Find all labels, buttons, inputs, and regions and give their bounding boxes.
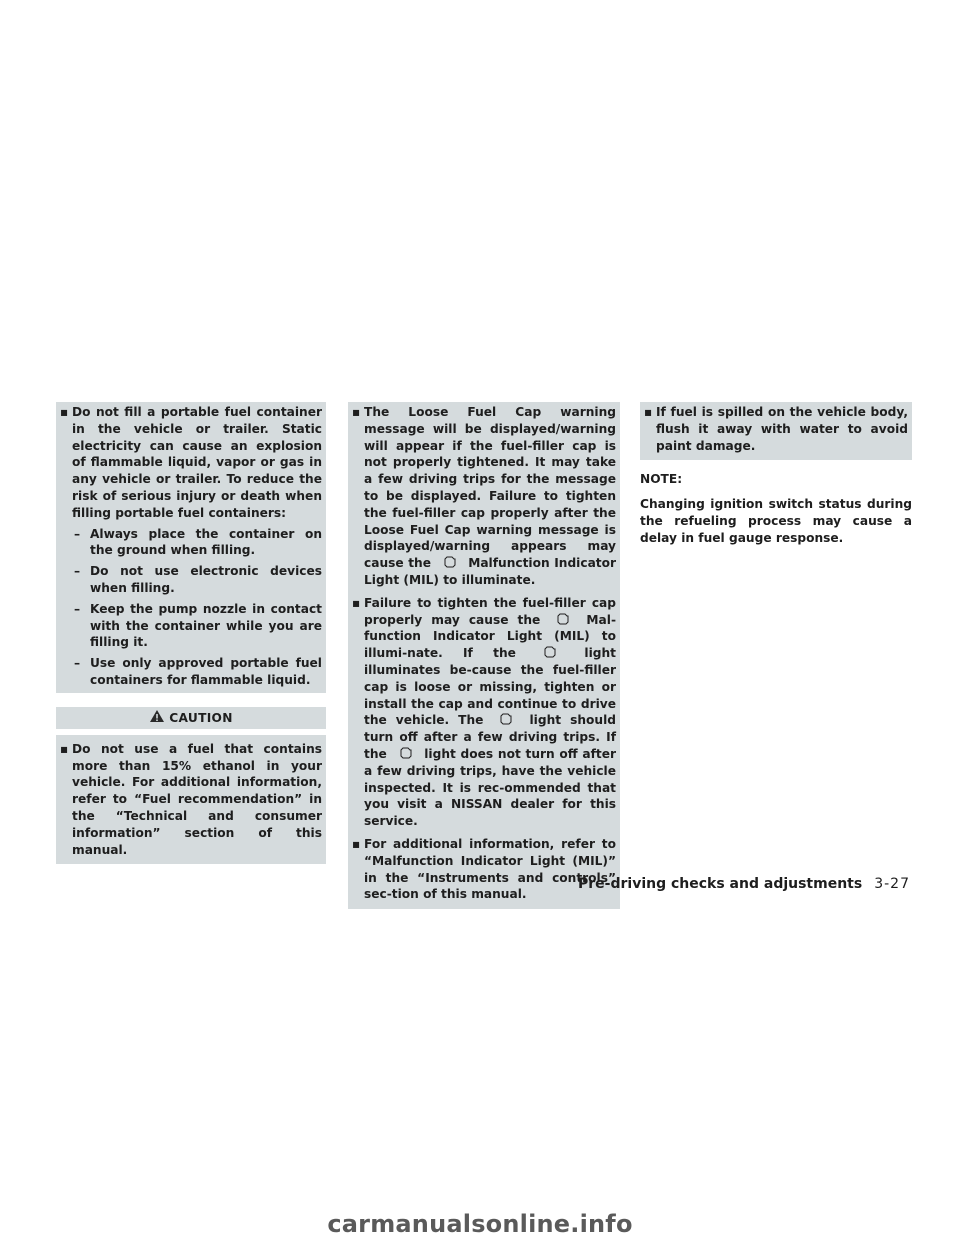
loose-cap-bullet: ▪ The Loose Fuel Cap warning message will be displayed/warning will appear if the fuel-filler cap is not properly tightened. It may take a few driving trips for the message to be displayed. Failure to tighten the fuel-filler cap properly after the Loose Fuel Cap warning message is displayed/warning appears may cause the Malfunction Indicator Light (MIL) to illuminate.	[352, 405, 616, 587]
column-middle	[348, 402, 620, 909]
warning-bullet: ▪ Do not fill a portable fuel container in the vehicle or trailer. Static electricity can cause an explosion of flammable liquid, vapor or gas in any vehicle or trailer. To reduce the risk of serious injury or death when filling portable fuel containers:	[60, 405, 322, 520]
sub-item: – Always place the container on the ground when filling.	[74, 526, 322, 558]
page-number: 3-27	[874, 876, 910, 892]
caution-bullet: ▪ Do not use a fuel that contains more than 15% ethanol in your vehicle. For additional information, refer to “Fuel recommendation” in the “Technical and consumer information” section of this manual.	[60, 741, 322, 857]
warning-triangle-icon	[149, 709, 165, 726]
engine-mil-icon	[436, 556, 464, 568]
caution-label: CAUTION	[169, 710, 233, 725]
additional-info-bullet: ▪ For additional information, refer to “Malfunction Indicator Light (MIL)” in the “Instruments and controls” sec-tion of this manual.	[352, 836, 616, 902]
column-right	[640, 402, 912, 547]
caution-header	[56, 707, 326, 729]
engine-mil-icon	[536, 646, 564, 658]
sub-item: – Do not use electronic devices when filling.	[74, 564, 322, 595]
spill-bullet: ▪ If fuel is spilled on the vehicle body, flush it away with water to avoid paint damage.	[644, 405, 908, 453]
engine-mil-icon	[549, 613, 577, 625]
engine-mil-icon	[492, 713, 520, 725]
failure-bullet: ▪ Failure to tighten the fuel-filler cap properly may cause the Mal-function Indicator Light (MIL) to illumi-nate. If the light illuminates be-cause the fuel-filler cap is loose or missing, tighten or install the cap and continue to drive the vehicle. The light should turn off after a few driving trips. If the light does not turn off after a few driving trips, have the vehicle inspected. It is rec-ommended that you visit a NISSAN dealer for this service.	[352, 595, 617, 829]
column-left	[56, 402, 326, 864]
sub-item: – Keep the pump nozzle in contact with the container while you are filling it.	[74, 601, 322, 650]
warning-box	[56, 402, 326, 693]
note-text: Changing ignition switch status during the refueling process may cause a delay in fuel gauge response.	[640, 497, 912, 545]
engine-mil-icon	[392, 747, 420, 759]
watermark: carmanualsonline.info	[327, 1210, 633, 1238]
caution-box	[56, 735, 326, 865]
page-footer	[578, 876, 910, 892]
fuel-cap-box	[348, 402, 620, 909]
section-title: Pre-driving checks and adjustments	[578, 876, 863, 892]
spill-box	[640, 402, 912, 460]
sub-item: – Use only approved portable fuel containers for flammable liquid.	[74, 656, 322, 687]
note-label: NOTE:	[640, 472, 683, 487]
